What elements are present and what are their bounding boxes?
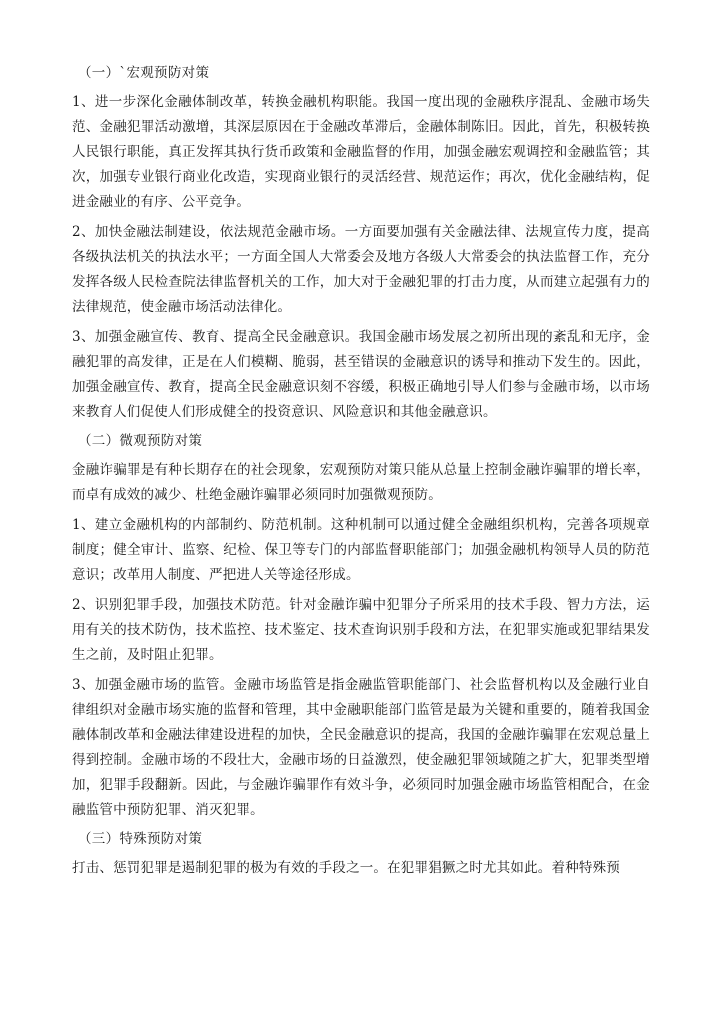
- section-heading-macro: （一）`宏观预防对策: [78, 65, 210, 81]
- paragraph: 金融诈骗罪是有种长期存在的社会现象，宏观预防对策只能从总量上控制金融诈骗罪的增长率，而卓有成效的减少、杜绝金融诈骗罪必须同时加强微观预防。: [72, 462, 650, 503]
- paragraph: 3、加强金融市场的监管。金融市场监管是指金融监管职能部门、社会监督机构以及金融行业自律组织对金融市场实施的监督和管理，其中金融职能部门监管是最为关键和重要的，随着我国金融体制改革和金融法律建设进程的加快，全民金融意识的提高，我国的金融诈骗罪在宏观总量上得到控制。金融市场的不段壮大，金融市场的日益激烈，使金融犯罪领域随之扩大，犯罪类型增加，犯罪手段翻新。因此，与金融诈骗罪作有效斗争，必须同时加强金融市场监管相配合，在金融监管中预防犯罪、消灭犯罪。: [72, 677, 650, 818]
- section-heading-micro: （二）微观预防对策: [78, 433, 203, 449]
- paragraph: 2、识别犯罪手段，加强技术防范。针对金融诈骗中犯罪分子所采用的技术手段、智力方法，运用有关的技术防伪，技术监控、技术鉴定、技术查询识别手段和方法，在犯罪实施或犯罪结果发生之前，及时阻止犯罪。: [72, 597, 650, 663]
- paragraph: 1、进一步深化金融体制改革，转换金融机构职能。我国一度出现的金融秩序混乱、金融市场失范、金融犯罪活动激增，其深层原因在于金融改革滞后，金融体制陈旧。因此，首先，积极转换人民银行职能，真正发挥其执行货币政策和金融监督的作用，加强金融宏观调控和金融监管；其次，加强专业银行商业化改造，实现商业银行的灵活经营、规范运作；再次，优化金融结构，促进金融业的有序、公平竞争。: [72, 94, 650, 210]
- paragraph: 1、建立金融机构的内部制约、防范机制。这种机制可以通过健全金融组织机构，完善各项规章制度；健全审计、监察、纪检、保卫等专门的内部监督职能部门；加强金融机构领导人员的防范意识；改革用人制度、严把进人关等途径形成。: [72, 517, 650, 583]
- section-heading-special: （三）特殊预防对策: [78, 831, 203, 847]
- paragraph: 2、加快金融法制建设，依法规范金融市场。一方面要加强有关金融法律、法规宣传力度，提高各级执法机关的执法水平；一方面全国人大常委会及地方各级人大常委会的执法监督工作，充分发挥各级人民检查院法律监督机关的工作，加大对于金融犯罪的打击力度，从而建立起强有力的法律规范，使金融市场活动法律化。: [72, 224, 650, 315]
- paragraph: 打击、惩罚犯罪是遏制犯罪的极为有效的手段之一。在犯罪猖獗之时尤其如此。着种特殊预: [72, 860, 620, 876]
- paragraph: 3、加强金融宣传、教育、提高全民金融意识。我国金融市场发展之初所出现的紊乱和无序，金融犯罪的高发律，正是在人们模糊、脆弱，甚至错误的金融意识的诱导和推动下发生的。因此，加强金融宣传、教育，提高全民金融意识刻不容缓，积极正确地引导人们参与金融市场，以市场来教育人们促使人们形成健全的投资意识、风险意识和其他金融意识。: [72, 329, 650, 420]
- document-page: [72, 62, 650, 886]
